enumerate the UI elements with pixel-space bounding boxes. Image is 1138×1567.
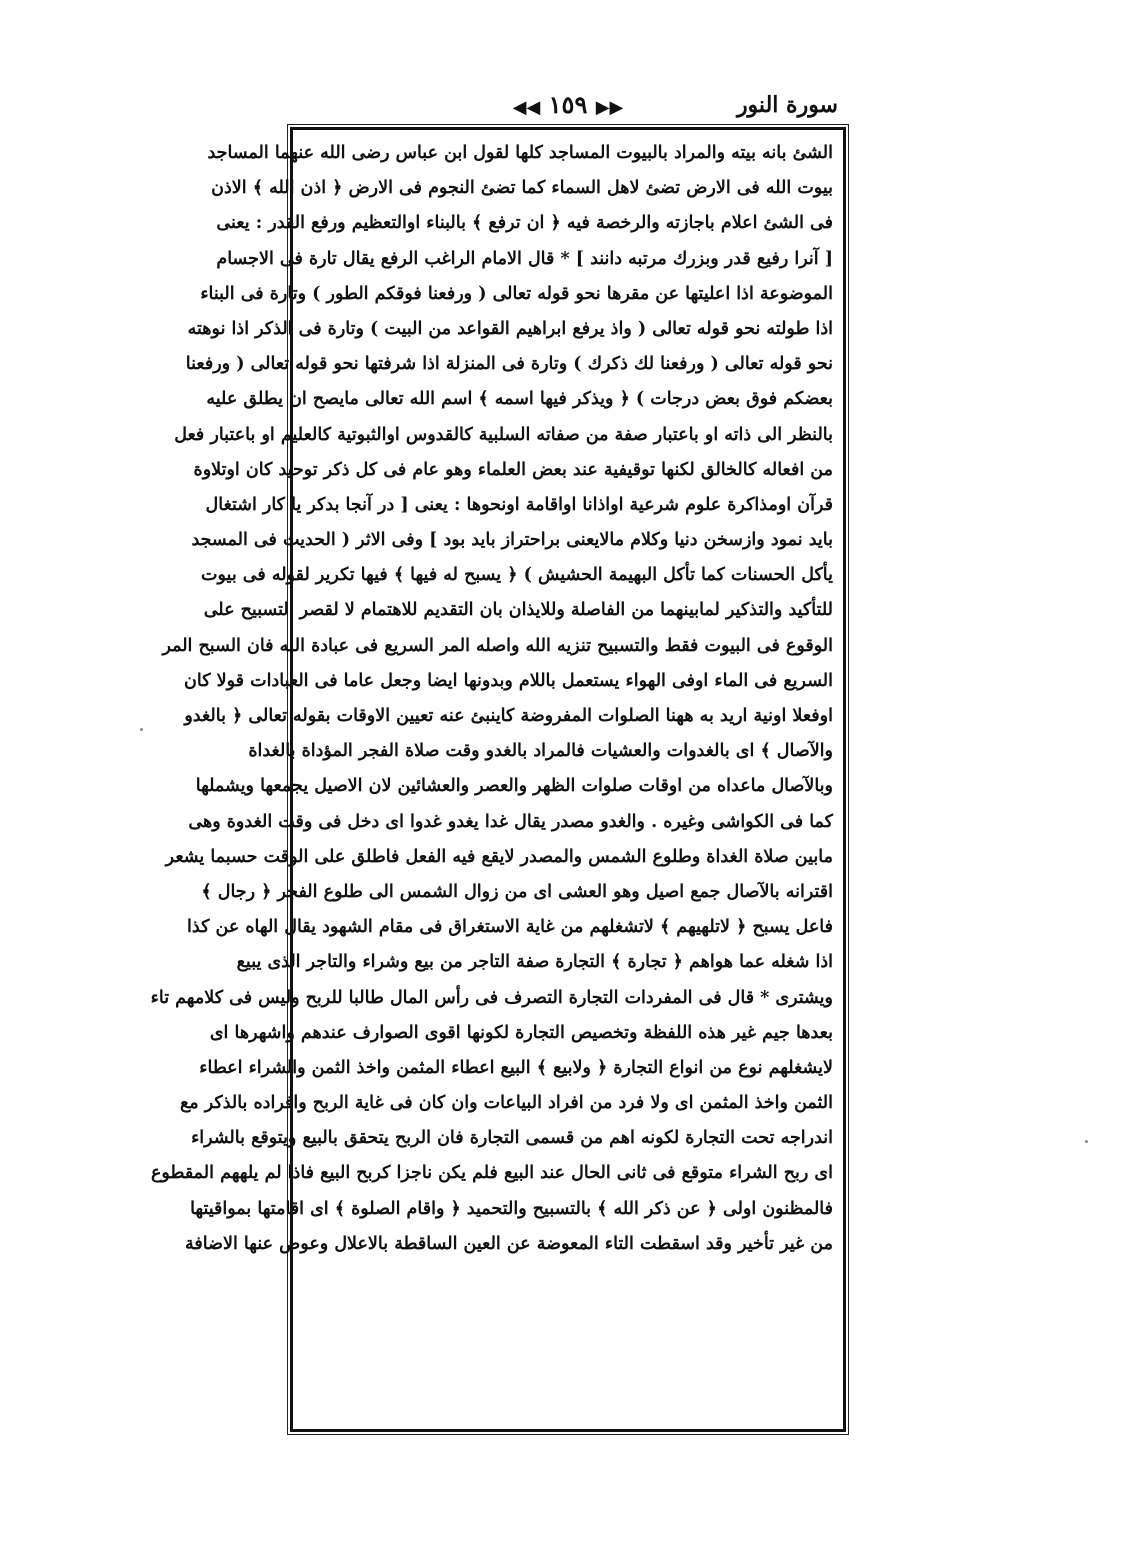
text-line (303, 1332, 833, 1367)
text-line: [ آنرا رفيع قدر وبزرك مرتبه دانند ] * قال الامام الراغب الرفع يقال تارة فى الاجسام (216, 248, 833, 269)
text-line (303, 1262, 833, 1297)
text-line: الثمن واخذ المثمن اى ولا فرد من افراد البياعات وان كان فى غاية الربح وافراده بالذكر مع (179, 1093, 833, 1114)
text-line: الموضوعة اذا اعليتها عن مقرها نحو قوله تعالى ( ورفعنا فوقكم الطور ) وتارة فى البناء (200, 283, 833, 304)
page-number-block (513, 90, 624, 119)
text-line: الوقوع فى البيوت فقط والتسبيح تنزيه الله واصله المر السريع فى عبادة الله فان السبح المر (162, 635, 833, 656)
scan-speck (1085, 1140, 1088, 1143)
page-number: ١٥٩ (548, 90, 588, 119)
text-line: من افعاله كالخالق لكنها توقيفية عند بعض العلماء وهو عام فى كل ذكر توحيد كان اوتلاوة (193, 459, 833, 480)
text-frame (150, 127, 846, 1432)
text-line: فاعل يسبح ﴿ لاتلهيهم ﴾ لاتشغلهم من غاية الاستغراق فى مقام الشهود يقال الهاه عن كذا (187, 917, 833, 938)
text-line: اندراجه تحت التجارة لكونه اهم من قسمى التجارة فان الربح يتحقق بالبيع ويتوقع بالشراء (191, 1128, 833, 1149)
surah-title: سورة النور (736, 92, 838, 118)
text-line: بالنظر الى ذاته او باعتبار صفة من صفاته السلبية كالقدوس اوالثبوتية كالعليم او باعتبار فعل (174, 424, 833, 445)
text-line: للتأكيد والتذكير لمابينهما من الفاصلة وللايذان بان التقديم للاهتمام لا لقصر التسبيح على (203, 600, 833, 621)
text-line: بيوت الله فى الارض تضئ لاهل السماء كما تضئ النجوم فى الارض ﴿ اذن الله ﴾ الاذن (211, 178, 833, 199)
page-header (290, 88, 846, 128)
text-line: بعدها جيم غير هذه اللفظة وتخصيص التجارة لكونها اقوى الصوارف عندهم واشهرها اى (209, 1022, 833, 1043)
text-line: فى الشئ اعلام باجازته والرخصة فيه ﴿ ان ترفع ﴾ بالبناء اوالتعظيم ورفع القدر : يعنى (216, 213, 833, 234)
text-line: لايشغلهم نوع من انواع التجارة ﴿ ولابيع ﴾ البيع اعطاء المثمن واخذ الثمن والشراء اعطاء (199, 1057, 833, 1078)
text-line: يأكل الحسنات كما تأكل البهيمة الحشيش ) ﴿ يسبح له فيها ﴾ فيها تكرير لقوله فى بيوت (201, 565, 833, 586)
ornament-left-icon: ◀◀ (512, 97, 541, 118)
scan-speck (140, 728, 143, 731)
text-line: بايد نمود وازسخن دنيا وكلام مالايعنى براحتراز بايد بود ] وفى الاثر ( الحديث فى المسجد (191, 530, 833, 551)
text-line: بعضكم فوق بعض درجات ) ﴿ ويذكر فيها اسمه ﴾ اسم الله تعالى مايصح ان يطلق عليه (206, 389, 833, 410)
text-line: اذا طولته نحو قوله تعالى ( واذ يرفع ابراهيم القواعد من البيت ) وتارة فى الذكر اذا نوهته (187, 318, 833, 339)
text-line (303, 1297, 833, 1332)
text-line: والآصال ﴾ اى بالغدوات والعشيات فالمراد بالغدو وقت صلاة الفجر المؤداة بالغداة (248, 741, 833, 762)
text-line: اذا شغله عما هواهم ﴿ تجارة ﴾ التجارة صفة التاجر من بيع وشراء والتاجر الذى يبيع (236, 952, 833, 973)
text-line: ويشترى * قال فى المفردات التجارة التصرف فى رأس المال طالبا للربح وليس فى كلامهم تاء (150, 987, 833, 1008)
text-line: وبالآصال ماعداه من اوقات صلوات الظهر والعصر والعشائين لان الاصيل يجمعها ويشملها (195, 776, 833, 797)
text-line: اى ربح الشراء متوقع فى ثانى الحال عند البيع فلم يكن ناجزا كربح البيع فاذا لم يلههم المقطوع (150, 1163, 833, 1184)
text-line: من غير تأخير وقد اسقطت التاء المعوضة عن العين الساقطة بالاعلال وعوض عنها الاضافة (185, 1233, 833, 1254)
text-line: مابين صلاة الغداة وطلوع الشمس والمصدر لايقع فيه الفعل فاطلق على الوقت حسبما يشعر (165, 846, 833, 867)
text-line: الشئ بانه بيته والمراد بالبيوت المساجد كلها لقول ابن عباس رضى الله عنهما المساجد (207, 143, 833, 163)
ornament-right-icon: ▶▶ (595, 97, 624, 118)
text-line (303, 1368, 833, 1403)
text-line: كما فى الكواشى وغيره . والغدو مصدر يقال غدا يغدو غدوا اى دخل فى وقت الغدوة وهى (188, 811, 833, 832)
text-line: قرآن اومذاكرة علوم شرعية اواذانا اواقامة اونحوها : يعنى [ در آنجا بدكر يا كار اشتغال (205, 494, 833, 515)
text-line: السريع فى الماء اوفى الهواء يستعمل باللام وبدونها ايضا وجعل عاما فى العبادات قولا كان (184, 670, 833, 691)
text-line: اوفعلا اونية اريد به ههنا الصلوات المفروضة كاينبئ عنه تعيين الاوقات بقوله تعالى ﴿ بالغدو (184, 706, 833, 726)
text-line: نحو قوله تعالى ( ورفعنا لك ذكرك ) وتارة فى المنزلة اذا شرفتها نحو قوله تعالى ( ورفعنا (185, 354, 833, 375)
text-line: فالمظنون اولى ﴿ عن ذكر الله ﴾ بالتسبيح والتحميد ﴿ واقام الصلوة ﴾ اى اقامتها بمواقيتها (190, 1198, 833, 1219)
text-line: اقترانه بالآصال جمع اصيل وهو العشى اى من زوال الشمس الى طلوع الفجر ﴿ رجال ﴾ (201, 881, 833, 902)
